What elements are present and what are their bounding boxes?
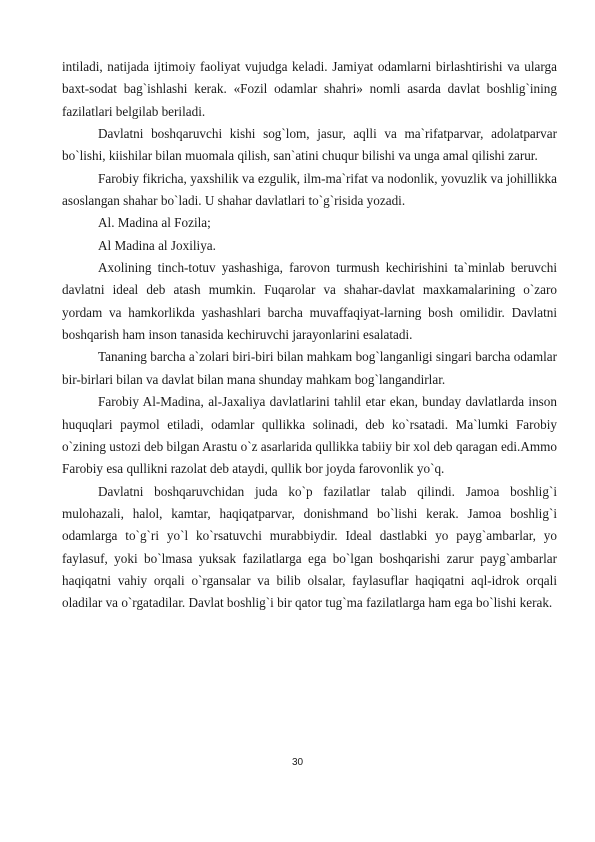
paragraph-1: intiladi, natijada ijtimoiy faoliyat vujudga keladi. Jamiyat odamlarni birlashtirishi va ularga baxt-sodat bag`ishlashi kerak. «Fozil odamlar shahri» nomli asarda davlat boshlig`ining fazilatlari belgilab beriladi. xyxy=(62,59,557,119)
list-item-2: Al Madina al Joxiliya. xyxy=(98,237,216,253)
paragraph-7: Davlatni boshqaruvchidan juda ko`p fazilatlar talab qilindi. Jamoa boshlig`i mulohazali, halol, kamtar, haqiqatparvar, donishmand bo`lishi kerak. Jamoa boshlig`i odamlarga to`g`ri yo`l ko`rsatuvchi murabbiydir. Ideal dastlabki yo payg`ambarlar, yo faylasuf, yoki bo`lmasa yuksak fazilatlarga ega bo`lgan boshqarishi zarur payg`ambarlar haqiqatni vahiy orqali o`rgansalar va bilib olsalar, faylasuflar haqiqatni aql-idrok orqali oladilar va o`rgatadilar. Davlat boshlig`i bir qator tug`ma fazilatlarga ham ega bo`lishi kerak. xyxy=(62,483,557,611)
page-number: 30 xyxy=(291,757,304,768)
paragraph-4: Axolining tinch-totuv yashashiga, farovon turmush kechirishini ta`minlab beruvchi davlatni ideal deb atash mumkin. Fuqarolar va shahar-davlat maxkamalarining o`zaro yordam va hamkorlikda yashashlari barcha muvaffaqiyat-larning bosh omilidir. Davlatni boshqarish ham inson tanasida kechiruvchi jarayonlarini esalatadi. xyxy=(62,260,557,343)
paragraph-5: Tananing barcha a`zolari biri-biri bilan mahkam bog`langanligi singari barcha odamlar bir-birlari bilan va davlat bilan mana shunday mahkam bog`langandirlar. xyxy=(62,349,557,387)
paragraph-2: Davlatni boshqaruvchi kishi sog`lom, jasur, aqlli va ma`rifatparvar, adolatparvar bo`lishi, kiishilar bilan muomala qilish, san`atini chuqur bilishi va unga amal qilishi zarur. xyxy=(62,126,557,164)
list-item-1: Al. Madina al Fozila; xyxy=(98,215,211,231)
document-page xyxy=(62,56,557,615)
paragraph-6: Farobiy Al-Madina, al-Jaxaliya davlatlarini tahlil etar ekan, bunday davlatlarda inson huquqlari paymol etiladi, odamlar qullikka solinadi, deb ko`rsatadi. Ma`lumki Farobiy o`zining ustozi deb bilgan Arastu o`z asarlarida qullikka tabiiy bir xol deb qaragan edi.Ammo Farobiy esa qullikni razolat deb ataydi, qullik bor joyda farovonlik yo`q. xyxy=(62,394,557,477)
paragraph-3: Farobiy fikricha, yaxshilik va ezgulik, ilm-ma`rifat va nodonlik, yovuzlik va johillikka asoslangan shahar bo`ladi. U shahar davlatlari to`g`risida yozadi. xyxy=(62,170,557,209)
